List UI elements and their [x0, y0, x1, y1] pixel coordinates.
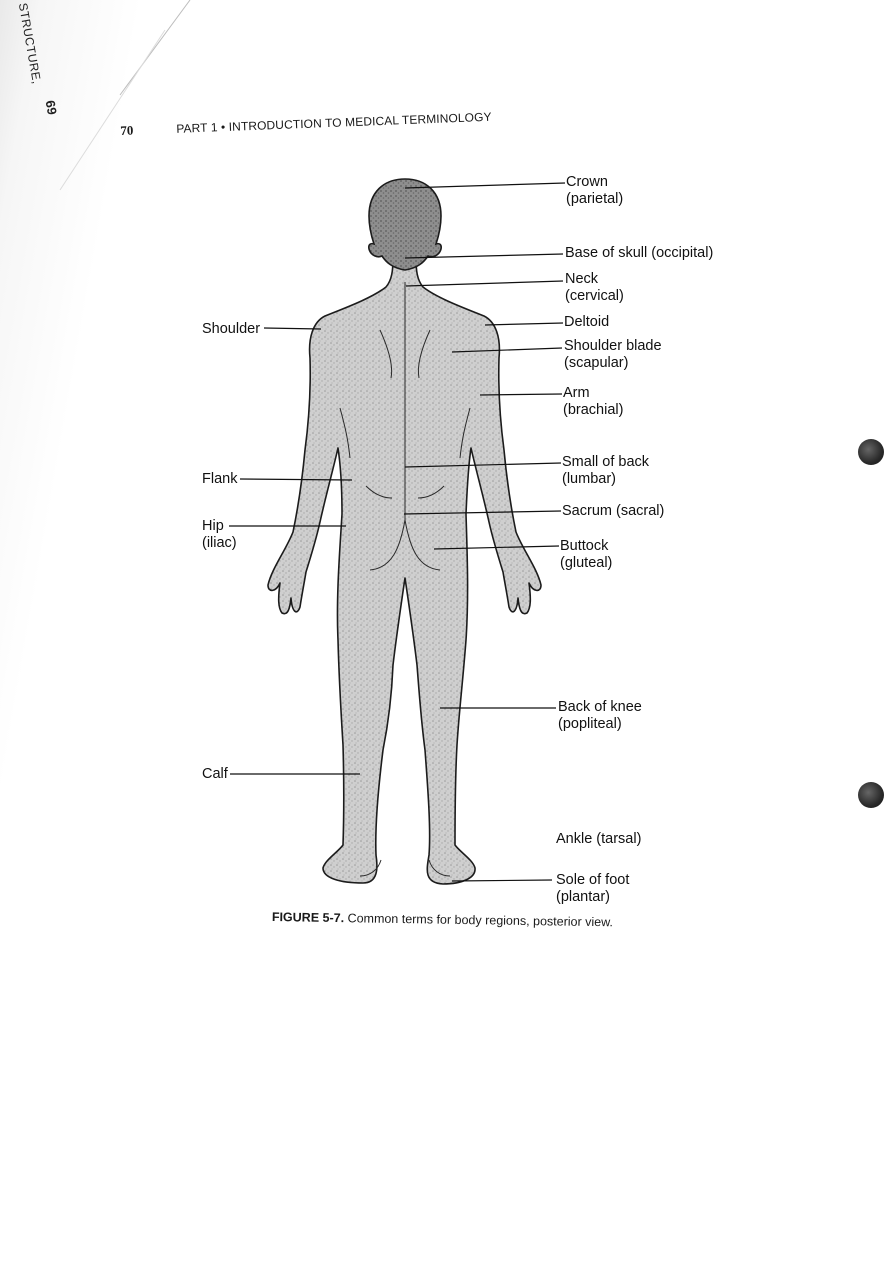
header-title: PART 1 • INTRODUCTION TO MEDICAL TERMINOLOGY — [176, 109, 492, 136]
label-sacrum: Sacrum (sacral) — [562, 503, 665, 519]
label-crown: Crown (parietal) — [566, 174, 624, 207]
caption-text: Common terms for body regions, posterior view. — [347, 911, 614, 930]
head — [369, 179, 441, 270]
previous-page-header-fragment: STRUCTURE, — [15, 1, 44, 86]
label-ankle: Ankle (tarsal) — [556, 831, 642, 847]
binder-punch-hole-top — [858, 439, 884, 465]
label-shoulder-blade: Shoulder blade (scapular) — [564, 338, 662, 371]
binder-punch-hole-bottom — [858, 782, 884, 808]
label-neck: Neck (cervical) — [565, 271, 624, 304]
label-shoulder: Shoulder — [202, 321, 261, 337]
label-sole-of-foot: Sole of foot (plantar) — [556, 872, 630, 905]
label-arm: Arm (brachial) — [563, 385, 624, 418]
label-back-of-knee: Back of knee (popliteal) — [558, 699, 642, 732]
label-flank: Flank — [202, 471, 238, 487]
label-base-of-skull: Base of skull (occipital) — [565, 245, 714, 261]
previous-page-number: 69 — [42, 99, 60, 116]
label-buttock: Buttock (gluteal) — [560, 538, 613, 571]
page-number: 70 — [120, 122, 134, 138]
label-calf: Calf — [202, 766, 228, 782]
label-hip: Hip (iliac) — [202, 518, 237, 551]
label-deltoid: Deltoid — [564, 314, 610, 330]
label-small-of-back: Small of back (lumbar) — [562, 454, 650, 487]
caption-label: FIGURE 5-7. — [271, 910, 345, 926]
